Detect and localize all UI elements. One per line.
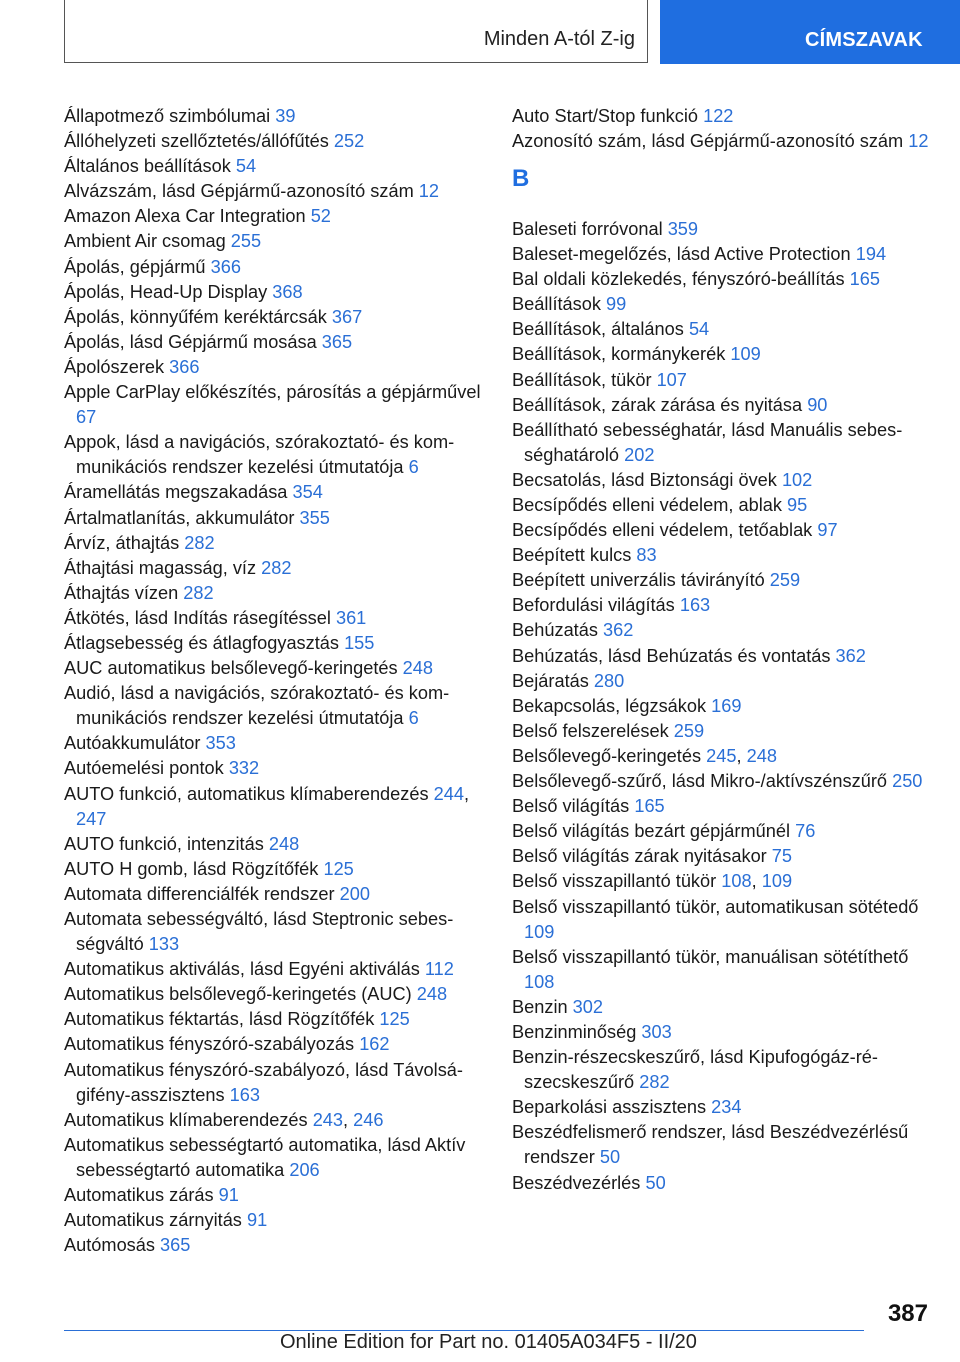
index-entry	[512, 769, 932, 794]
entry-label: Bejáratás	[512, 670, 594, 691]
index-entry	[64, 681, 494, 731]
entry-label: Benzin	[512, 996, 573, 1017]
index-entry	[64, 506, 494, 531]
index-group-a	[512, 104, 932, 154]
entry-label: Áthajtási magasság, víz	[64, 557, 262, 578]
page-link[interactable]: 102	[781, 469, 813, 490]
entry-label: Beszédfelismerő rendszer, lásd Beszédvezérlésű rendszer	[512, 1122, 909, 1168]
page-link[interactable]: 133	[148, 934, 180, 955]
page-link[interactable]: 202	[624, 444, 655, 465]
page-link[interactable]: 365	[160, 1235, 191, 1256]
entry-label: Automatikus fényszóró-szabályozás	[64, 1034, 360, 1055]
page-link[interactable]: 252	[333, 131, 365, 152]
page-link[interactable]: 108	[721, 871, 752, 892]
entry-label: Belső visszapillantó tükör, manuálisan sötétíthető	[512, 946, 909, 967]
page-link[interactable]: 194	[855, 244, 887, 265]
entry-label: AUTO H gomb, lásd Rögzítőfék	[64, 858, 324, 879]
page-link[interactable]: 282	[183, 582, 214, 603]
index-entry	[512, 1171, 932, 1196]
entry-label: Áthajtás vízen	[64, 582, 184, 603]
page-link[interactable]: 95	[787, 495, 808, 515]
index-entry	[64, 154, 494, 179]
page-number: 387	[887, 1300, 928, 1327]
entry-label: Amazon Alexa Car Integration	[64, 206, 311, 227]
index-entry	[64, 606, 494, 631]
entry-label: Ápolás, Head-Up Display	[64, 281, 273, 302]
index-entry	[64, 1133, 494, 1183]
page-link[interactable]: 155	[344, 632, 375, 653]
page-link[interactable]: 355	[299, 507, 330, 528]
index-entry	[64, 1183, 494, 1208]
entry-label: Baleset-megelőzés, lásd Active Protection	[512, 244, 856, 265]
page-link[interactable]: 165	[849, 269, 881, 290]
index-entry	[512, 1045, 932, 1095]
entry-label: Automatikus féktartás, lásd Rögzítőfék	[64, 1009, 380, 1030]
index-entry	[64, 832, 494, 857]
entry-label: Belső világítás bezárt gépjárműnél	[512, 821, 796, 842]
index-entry	[64, 430, 494, 480]
index-entry	[64, 882, 494, 907]
index-column-left	[64, 104, 494, 1258]
page-link[interactable]: 248	[416, 984, 448, 1005]
index-entry	[64, 1058, 494, 1108]
page-link[interactable]: 362	[603, 620, 634, 641]
page-link[interactable]: 302	[572, 996, 604, 1017]
entry-label: Beállítható sebességhatár, lásd Manuális sebességhatároló	[512, 419, 903, 465]
entry-label: Beépített univerzális távirányító	[512, 570, 770, 591]
page-link[interactable]: 91	[246, 1210, 268, 1231]
page-link[interactable]: 282	[184, 532, 215, 553]
entry-label: Belső világítás	[512, 796, 635, 817]
index-entry	[512, 418, 932, 468]
entry-label: Belsőlevegő-keringetés	[512, 745, 707, 766]
index-entry	[512, 644, 932, 669]
entry-label: Általános beállítások	[64, 156, 236, 177]
page-link[interactable]: 163	[229, 1084, 261, 1105]
index-entry	[512, 819, 932, 844]
entry-label: Automata differenciálfék rendszer	[64, 883, 340, 904]
page-link[interactable]: 368	[272, 281, 303, 302]
index-entry	[512, 1095, 932, 1120]
entry-label: AUC automatikus belsőlevegő-keringetés	[64, 658, 403, 679]
index-entry	[64, 731, 494, 756]
page-link[interactable]: 108	[524, 971, 555, 992]
page-link[interactable]: 109	[730, 344, 761, 365]
index-entry	[512, 129, 932, 154]
page-link[interactable]: 243	[312, 1109, 344, 1130]
page-link[interactable]: 122	[703, 106, 734, 126]
page-link[interactable]: 247	[76, 808, 107, 829]
page-link[interactable]: 99	[606, 294, 627, 315]
entry-label: Ambient Air csomag	[64, 231, 231, 252]
page-link[interactable]: 97	[817, 520, 838, 541]
header-title: Minden A-tól Z-ig	[483, 28, 635, 50]
page-link[interactable]: 250	[892, 771, 923, 792]
index-entry	[64, 104, 494, 129]
page-link[interactable]: 259	[673, 720, 705, 741]
page-link[interactable]: 163	[679, 595, 711, 616]
index-column-right	[512, 104, 932, 1196]
entry-label: Ápolás, könnyűfém keréktárcsák	[64, 306, 332, 327]
page-link[interactable]: 107	[656, 369, 687, 390]
index-entry	[512, 267, 932, 292]
page-link[interactable]: 354	[292, 482, 323, 503]
page-link[interactable]: 259	[769, 570, 801, 591]
index-entry	[512, 104, 932, 129]
index-entry	[512, 518, 932, 543]
entry-label: Audió, lásd a navigációs, szórakoztató- és kommunikációs rendszer kezelési útmutatója	[64, 683, 450, 729]
page-link[interactable]: 39	[275, 106, 296, 126]
entry-label: Automatikus klímaberendezés	[64, 1109, 313, 1130]
entry-label: Behúzatás, lásd Behúzatás és vontatás	[512, 645, 836, 666]
page-link[interactable]: 361	[335, 607, 367, 628]
entry-label: Beállítások, zárak zárása és nyitása	[512, 394, 808, 415]
entry-label: Belső visszapillantó tükör	[512, 871, 722, 892]
page-link[interactable]: 365	[321, 331, 353, 352]
index-entry	[512, 568, 932, 593]
page-link[interactable]: 248	[268, 833, 300, 854]
index-entry	[64, 1032, 494, 1057]
entry-label: Beállítások, tükör	[512, 369, 657, 390]
tab-label: CÍMSZAVAK	[805, 29, 923, 51]
page-link[interactable]: 353	[205, 733, 236, 754]
index-entry	[64, 330, 494, 355]
page-link[interactable]: 6	[408, 457, 419, 478]
index-entry	[512, 593, 932, 618]
index-entry	[64, 179, 494, 204]
page-link[interactable]: 90	[807, 394, 828, 415]
entry-label: Apple CarPlay előkészítés, párosítás a gépjárművel	[64, 382, 481, 403]
entry-label: Automatikus aktiválás, lásd Egyéni aktiválás	[64, 959, 425, 980]
index-entry	[512, 1120, 932, 1170]
entry-label: Árvíz, áthajtás	[64, 532, 185, 553]
entry-label: Beépített kulcs	[512, 545, 637, 566]
page-link[interactable]: 165	[634, 796, 665, 817]
entry-label: Beállítások, kormánykerék	[512, 344, 731, 365]
index-entry	[512, 669, 932, 694]
entry-label: Automatikus sebességtartó automatika, lásd Aktív sebességtartó automatika	[64, 1134, 466, 1180]
index-entry	[64, 556, 494, 581]
page-link[interactable]: 359	[667, 218, 699, 239]
entry-label: Beszédvezérlés	[512, 1172, 646, 1193]
index-entry	[64, 129, 494, 154]
index-entry	[64, 581, 494, 606]
index-entry	[512, 995, 932, 1020]
page-link[interactable]: 50	[599, 1147, 621, 1168]
page-link[interactable]: 50	[645, 1172, 666, 1193]
index-entry	[64, 957, 494, 982]
index-entry: Belső visszapillantó tükör 108, 109	[512, 871, 793, 892]
index-group-b	[512, 217, 932, 1196]
index-entry	[512, 342, 932, 367]
page-link[interactable]: 76	[795, 821, 816, 842]
page-link[interactable]: 54	[688, 319, 710, 340]
entry-label: Átlagsebesség és átlagfogyasztás	[64, 632, 345, 653]
page-link[interactable]: 280	[593, 670, 625, 691]
page-link[interactable]: 162	[359, 1034, 390, 1055]
entry-label: Alvázszám, lásd Gépjármű-azonosító szám	[64, 181, 419, 202]
index-entry	[64, 531, 494, 556]
index-entry	[64, 480, 494, 505]
index-entry	[64, 656, 494, 681]
entry-label: Auto Start/Stop funkció	[512, 106, 704, 126]
index-entry	[512, 468, 932, 493]
page-link[interactable]: 366	[210, 256, 241, 277]
page-link[interactable]: 109	[761, 871, 793, 892]
index-entry	[64, 857, 494, 882]
page-link[interactable]: 234	[711, 1097, 742, 1118]
entry-label: Behúzatás	[512, 620, 603, 641]
page-link[interactable]: 282	[639, 1072, 670, 1093]
page-link[interactable]: 248	[746, 745, 777, 766]
page-link[interactable]: 125	[323, 858, 354, 879]
entry-label: Becsípődés elleni védelem, tetőablak	[512, 520, 818, 541]
entry-label: AUTO funkció, automatikus klímaberendezés	[64, 783, 434, 804]
index-entry	[64, 1233, 494, 1258]
page-link[interactable]: 248	[402, 658, 434, 679]
index-entry	[512, 242, 932, 267]
entry-label: Átkötés, lásd Indítás rásegítéssel	[64, 607, 336, 628]
entry-label: Autómosás	[64, 1235, 161, 1256]
entry-label: Appok, lásd a navigációs, szórakoztató- és kommunikációs rendszer kezelési útmutatója	[64, 432, 455, 478]
index-entry	[512, 317, 932, 342]
index-entry	[64, 204, 494, 229]
entry-label: Automata sebességváltó, lásd Steptronic sebességváltó	[64, 909, 454, 955]
index-entry	[64, 1007, 494, 1032]
index-entry	[64, 907, 494, 957]
page-link[interactable]: 75	[771, 846, 793, 867]
page-link[interactable]: 91	[218, 1185, 239, 1206]
index-entry	[64, 355, 494, 380]
index-entry	[512, 719, 932, 744]
index-entry	[512, 368, 932, 393]
header-box	[64, 0, 648, 63]
entry-label: Belső világítás zárak nyitásakor	[512, 846, 772, 867]
entry-label: Autóakkumulátor	[64, 733, 206, 754]
entry-label: Ápolás, gépjármű	[64, 256, 211, 277]
index-entry	[512, 493, 932, 518]
entry-label: Ártalmatlanítás, akkumulátor	[64, 507, 300, 528]
entry-label: Automatikus belsőlevegő-keringetés (AUC)	[64, 984, 417, 1005]
index-entry: Belsőlevegő-keringetés 245, 248	[512, 745, 777, 766]
page-link[interactable]: 54	[235, 156, 257, 177]
entry-label: Áramellátás megszakadása	[64, 482, 293, 503]
index-entry	[64, 255, 494, 280]
page-link[interactable]: 303	[641, 1021, 672, 1042]
entry-label: Állóhelyzeti szellőztetés/állófűtés	[64, 131, 334, 152]
index-entry	[512, 945, 932, 995]
entry-label: Állapotmező szimbólumai	[64, 106, 276, 126]
page-link[interactable]: 112	[424, 959, 454, 980]
page-link[interactable]: 282	[261, 557, 292, 578]
index-entry	[512, 393, 932, 418]
entry-label: Automatikus fényszóró-szabályozó, lásd Távolságifény-asszisztens	[64, 1059, 463, 1105]
entry-label: AUTO funkció, intenzitás	[64, 833, 269, 854]
page-link[interactable]: 200	[339, 883, 371, 904]
entry-label: Ápolószerek	[64, 356, 170, 377]
index-entry	[512, 618, 932, 643]
entry-label: Beállítások, általános	[512, 319, 689, 340]
page-link[interactable]: 109	[524, 921, 555, 942]
entry-label: Belsőlevegő-szűrő, lásd Mikro-/aktívszénszűrő	[512, 771, 893, 792]
index-entry: Automatikus klímaberendezés 243, 246	[64, 1109, 384, 1130]
page-link[interactable]: 362	[835, 645, 866, 666]
page-link[interactable]: 125	[379, 1009, 410, 1030]
page-link[interactable]: 67	[76, 407, 97, 428]
index-entry	[512, 543, 932, 568]
entry-label: Becsípődés elleni védelem, ablak	[512, 495, 787, 515]
section-letter: B	[512, 165, 530, 193]
index-entry	[64, 229, 494, 254]
page-link[interactable]: 83	[636, 545, 657, 566]
index-entry	[512, 794, 932, 819]
tab-cimszavak[interactable]	[660, 0, 960, 64]
footer-edition: Online Edition for Part no. 01405A034F5 - II/20	[280, 1331, 697, 1353]
page-link[interactable]: 52	[310, 206, 331, 227]
index-entry: AUTO funkció, automatikus klímaberendezés 244, 247	[64, 783, 470, 829]
index-entry	[512, 694, 932, 719]
entry-label: Belső felszerelések	[512, 720, 674, 741]
entry-label: Becsatolás, lásd Biztonsági övek	[512, 469, 782, 490]
entry-label: Bekapcsolás, légzsákok	[512, 695, 712, 716]
page-link[interactable]: 244	[433, 783, 465, 804]
page-link[interactable]: 366	[169, 356, 200, 377]
entry-label: Benzinminőség	[512, 1021, 642, 1042]
entry-label: Benzin-részecskeszűrő, lásd Kipufogógáz-részecskeszűrő	[512, 1047, 878, 1093]
entry-label: Autóemelési pontok	[64, 758, 229, 779]
page-link[interactable]: 245	[706, 745, 737, 766]
index-entry	[512, 292, 932, 317]
entry-label: Automatikus zárás	[64, 1185, 219, 1206]
index-entry	[512, 217, 932, 242]
entry-label: Belső visszapillantó tükör, automatikusan sötétedő	[512, 896, 919, 917]
index-entry	[64, 631, 494, 656]
index-entry	[64, 305, 494, 330]
page-link[interactable]: 169	[711, 695, 742, 716]
index-entry	[64, 982, 494, 1007]
entry-label: Beállítások	[512, 294, 607, 315]
entry-label: Azonosító szám, lásd Gépjármű-azonosító szám	[512, 131, 909, 152]
page-link[interactable]: 6	[408, 708, 419, 729]
index-entry	[64, 1208, 494, 1233]
entry-label: Ápolás, lásd Gépjármű mosása	[64, 331, 322, 352]
index-entry	[64, 280, 494, 305]
entry-label: Bal oldali közlekedés, fényszóró-beállítás	[512, 269, 850, 290]
page-link[interactable]: 255	[230, 231, 262, 252]
page-link[interactable]: 367	[331, 306, 363, 327]
entry-label: Befordulási világítás	[512, 595, 680, 616]
index-entry	[512, 895, 932, 945]
index-entry	[64, 380, 494, 430]
index-entry	[64, 756, 494, 781]
page-link[interactable]: 12	[418, 181, 440, 202]
index-entry	[512, 1020, 932, 1045]
page-link[interactable]: 12	[908, 131, 929, 152]
page-link[interactable]: 332	[228, 758, 260, 779]
page-link[interactable]: 246	[353, 1109, 384, 1130]
page-link[interactable]: 206	[289, 1159, 320, 1180]
entry-label: Automatikus zárnyitás	[64, 1210, 247, 1231]
entry-label: Beparkolási asszisztens	[512, 1097, 712, 1118]
entry-label: Baleseti forróvonal	[512, 218, 668, 239]
index-entry	[512, 844, 932, 869]
